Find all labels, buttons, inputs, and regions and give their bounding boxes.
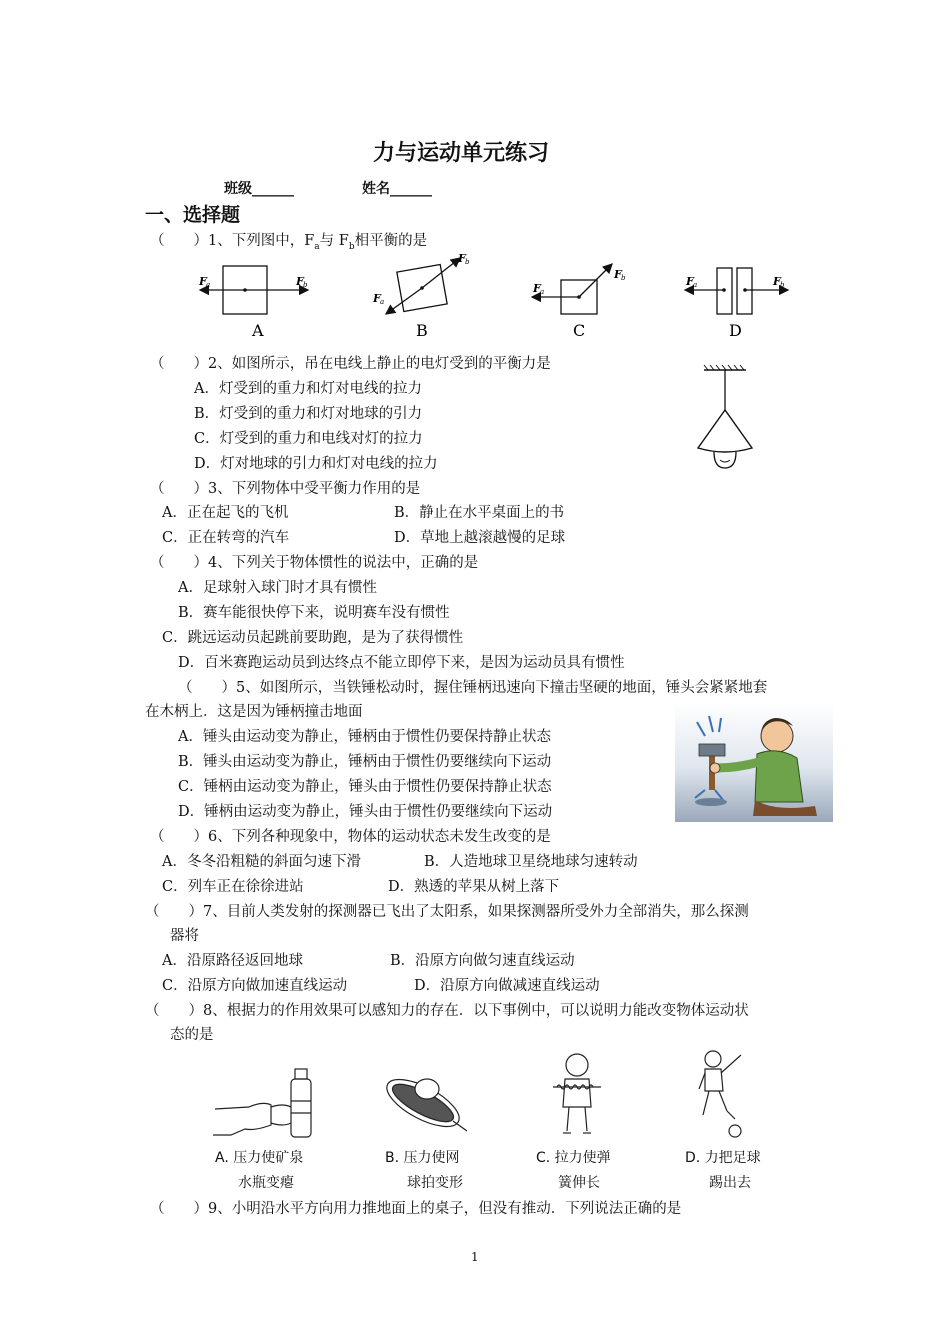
question-6-stem: （ ）6、下列各种现象中，物体的运动状态未发生改变的是 [150, 829, 551, 845]
question-7-option-a: A．沿原路径返回地球 [162, 953, 303, 969]
question-7-option-b: B．沿原方向做匀速直线运动 [390, 953, 575, 969]
force-b-sub: b [465, 258, 470, 266]
force-b-sub: b [780, 281, 785, 289]
q8-caption-c-line-1: C. 拉力使弹 [536, 1150, 611, 1166]
question-6-option-b: B．人造地球卫星绕地球匀速转动 [424, 854, 638, 870]
question-7-option-c: C．沿原方向做加速直线运动 [162, 978, 348, 994]
question-8-figures [205, 1045, 795, 1145]
q8-caption-c-line-2: 簧伸长 [558, 1175, 600, 1191]
option-d-label: D [729, 321, 742, 340]
page-title: 力与运动单元练习 [373, 141, 550, 166]
question-6-option-a: A．冬冬沿粗糙的斜面匀速下滑 [162, 854, 361, 870]
q8-caption-d-line-2: 踢出去 [709, 1175, 751, 1191]
force-a-label: F [373, 292, 381, 305]
question-6-option-d: D．熟透的苹果从树上落下 [388, 879, 560, 895]
racket-figure [380, 1070, 467, 1136]
question-3-option-b: B．静止在水平桌面上的书 [394, 505, 565, 521]
question-5-option-c: C．锤柄由运动变为静止，锤头由于惯性仍要保持静止状态 [178, 779, 552, 795]
question-5-stem-line-1: （ ）5、如图所示，当铁锤松动时，握住锤柄迅速向下撞击坚硬的地面，锤头会紧紧地套 [178, 680, 768, 696]
question-4-option-b: B．赛车能很快停下来，说明赛车没有惯性 [178, 605, 450, 621]
q8-caption-a-line-1: A. 压力使矿泉 [215, 1150, 304, 1166]
option-c-label: C [573, 321, 586, 340]
question-5-option-d: D．锤柄由运动变为静止，锤头由于惯性仍要继续向下运动 [178, 804, 553, 820]
question-8-stem-line-1: （ ）8、根据力的作用效果可以感知力的存在．以下事例中，可以说明力能改变物体运动状 [145, 1003, 749, 1019]
hammer-boy-illustration [675, 702, 833, 822]
question-2-option-a: A．灯受到的重力和灯对电线的拉力 [194, 381, 422, 397]
force-a-sub: a [206, 281, 211, 289]
question-1-figures [190, 250, 810, 345]
question-5-option-a: A．锤头由运动变为静止，锤柄由于惯性仍要保持静止状态 [178, 729, 551, 745]
force-a-label: F [686, 275, 694, 288]
force-a-sub: a [693, 281, 698, 289]
q8-caption-d-line-1: D. 力把足球 [685, 1150, 761, 1166]
question-3-option-a: A．正在起飞的飞机 [162, 505, 289, 521]
spring-stretch-figure [553, 1054, 601, 1133]
class-field-label: 班级______ [224, 181, 294, 197]
figure-a [198, 266, 308, 340]
force-a-label: F [199, 275, 207, 288]
question-2-option-c: C．灯受到的重力和电线对灯的拉力 [194, 431, 423, 447]
force-b-label: F [458, 252, 466, 265]
kick-ball-figure [699, 1051, 741, 1137]
q8-caption-a-line-2: 水瓶变瘪 [238, 1175, 294, 1191]
figure-d [685, 268, 788, 340]
option-b-label: B [416, 321, 428, 340]
question-4-stem: （ ）4、下列关于物体惯性的说法中，正确的是 [150, 555, 479, 571]
q8-caption-b-line-1: B. 压力使网 [385, 1150, 460, 1166]
force-a-label: F [533, 282, 541, 295]
bottle-squeeze-figure [213, 1069, 311, 1137]
question-3-stem: （ ）3、下列物体中受平衡力作用的是 [150, 481, 421, 497]
question-4-option-d: D．百米赛跑运动员到达终点不能立即停下来，是因为运动员具有惯性 [178, 655, 625, 671]
name-field-label: 姓名______ [362, 181, 432, 197]
question-2-option-d: D．灯对地球的引力和灯对电线的拉力 [194, 456, 438, 472]
force-a-sub: a [380, 298, 385, 306]
question-5-option-b: B．锤头由运动变为静止，锤柄由于惯性仍要继续向下运动 [178, 754, 552, 770]
question-2-option-b: B．灯受到的重力和灯对地球的引力 [194, 406, 423, 422]
force-a-sub: a [540, 288, 545, 296]
question-8-stem-line-2: 态的是 [170, 1027, 214, 1043]
option-a-label: A [252, 321, 264, 340]
question-3-option-c: C．正在转弯的汽车 [162, 530, 290, 546]
question-5-stem-line-2: 在木柄上．这是因为锤柄撞击地面 [145, 704, 363, 720]
q8-caption-b-line-2: 球拍变形 [407, 1175, 463, 1191]
question-2-stem: （ ）2、如图所示，吊在电线上静止的电灯受到的平衡力是 [150, 356, 551, 372]
force-b-sub: b [303, 281, 308, 289]
question-1-stem: （ ）1、下列图中，$F_a$与 $F_b$相平衡的是 [150, 233, 428, 252]
question-6-option-c: C．列车正在徐徐进站 [162, 879, 304, 895]
force-b-label: F [614, 268, 622, 281]
question-3-option-d: D．草地上越滚越慢的足球 [394, 530, 566, 546]
force-b-label: F [773, 275, 781, 288]
question-9-stem: （ ）9、小明沿水平方向用力推地面上的桌子，但没有推动．下列说法正确的是 [150, 1201, 682, 1217]
figure-c [532, 264, 626, 340]
figure-b [372, 252, 470, 340]
page-number: 1 [471, 1250, 479, 1264]
question-7-stem-line-1: （ ）7、目前人类发射的探测器已飞出了太阳系，如果探测器所受外力全部消失，那么探测 [145, 904, 749, 920]
question-4-option-a: A．足球射入球门时才具有惯性 [178, 580, 377, 596]
force-b-label: F [296, 275, 304, 288]
question-4-option-c: C．跳远运动员起跳前要助跑，是为了获得惯性 [162, 630, 464, 646]
hanging-lamp-figure [690, 364, 770, 474]
section-heading: 一、选择题 [145, 204, 241, 226]
question-7-stem-line-2: 器将 [170, 928, 199, 944]
force-b-sub: b [621, 274, 626, 282]
question-7-option-d: D．沿原方向做减速直线运动 [414, 978, 600, 994]
